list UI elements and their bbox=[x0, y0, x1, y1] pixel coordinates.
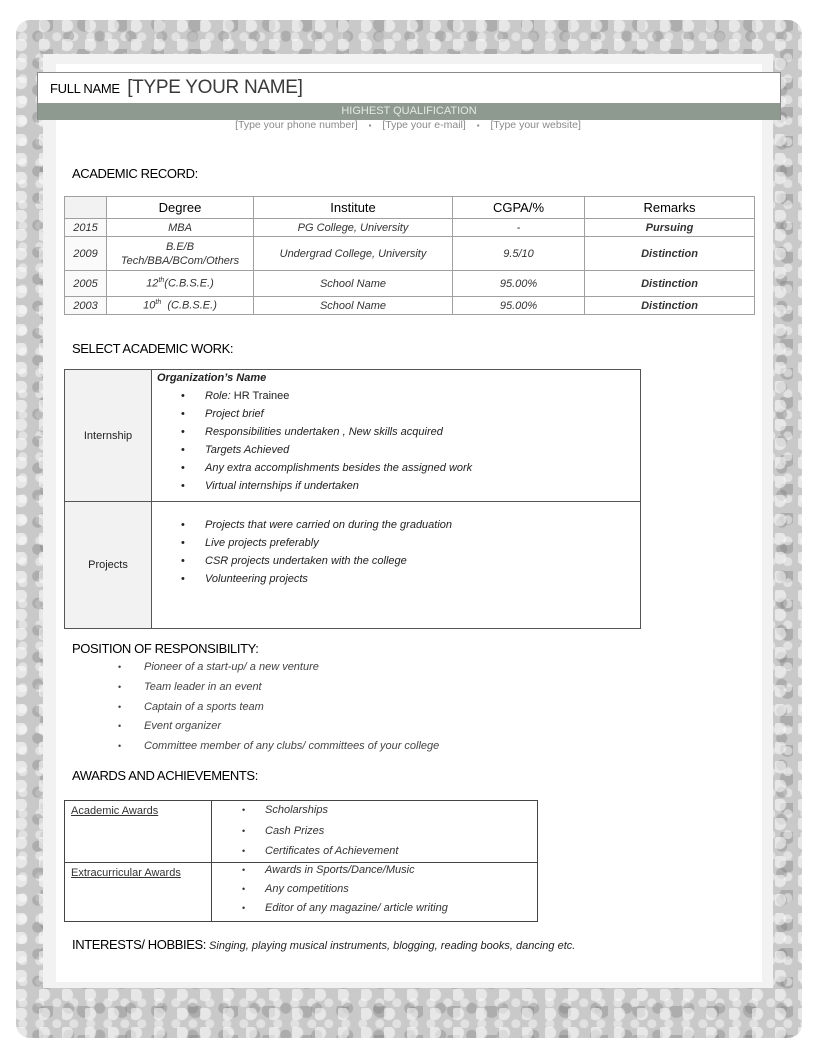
academic-work-title: SELECT ACADEMIC WORK: bbox=[72, 341, 234, 356]
list-item: • Live projects preferably bbox=[152, 534, 640, 552]
list-item: • Virtual internships if undertaken bbox=[152, 477, 640, 495]
column-header-remarks: Remarks bbox=[585, 197, 755, 219]
interests-title: INTERESTS/ HOBBIES: bbox=[72, 937, 206, 952]
column-header-year bbox=[65, 197, 107, 219]
list-item: • Targets Achieved bbox=[152, 441, 640, 459]
name-row bbox=[50, 77, 303, 99]
academic-awards-list bbox=[212, 800, 537, 862]
projects-row bbox=[65, 502, 641, 629]
degree-base: 12 bbox=[146, 277, 159, 290]
table-header-row bbox=[65, 197, 755, 219]
degree-cell bbox=[107, 237, 254, 271]
email-placeholder[interactable]: [Type your e-mail] bbox=[382, 119, 466, 131]
academic-record-table bbox=[64, 196, 755, 315]
awards-title: AWARDS AND ACHIEVEMENTS: bbox=[72, 768, 258, 783]
name-placeholder[interactable]: [TYPE YOUR NAME] bbox=[127, 77, 303, 98]
resume-header bbox=[37, 72, 781, 120]
degree-sup: th bbox=[158, 277, 165, 285]
list-item: • Project brief bbox=[152, 405, 640, 423]
list-item: • Any extra accomplishments besides the assigned work bbox=[152, 459, 640, 477]
list-item: • Projects that were carried on during the graduation bbox=[152, 516, 640, 534]
projects-list bbox=[152, 516, 640, 588]
cgpa-cell: 95.00% bbox=[453, 297, 585, 315]
list-item: • Scholarships bbox=[212, 800, 537, 821]
role-label: Role: bbox=[205, 390, 231, 402]
list-item: • Awards in Sports/Dance/Music bbox=[212, 861, 537, 880]
extracurricular-awards-row bbox=[65, 862, 538, 921]
year-cell: 2005 bbox=[65, 271, 107, 297]
interests-line bbox=[72, 936, 575, 954]
degree-suffix: (C.B.S.E.) bbox=[164, 277, 214, 290]
table-row bbox=[65, 297, 755, 315]
academic-awards-link[interactable]: Academic Awards bbox=[71, 805, 159, 817]
column-header-institute: Institute bbox=[254, 197, 453, 219]
table-row bbox=[65, 271, 755, 297]
table-row bbox=[65, 237, 755, 271]
remarks-cell: Distinction bbox=[585, 237, 755, 271]
degree-base: 10 bbox=[143, 299, 156, 312]
degree-line: Tech/BBA/BCom/Others bbox=[120, 254, 240, 267]
list-item: • Committee member of any clubs/ committees of your college bbox=[118, 737, 439, 757]
contact-separator: ▪ bbox=[368, 120, 372, 130]
qualification-bar[interactable]: HIGHEST QUALIFICATION bbox=[38, 103, 780, 120]
list-item: • CSR projects undertaken with the college bbox=[152, 552, 640, 570]
role-value: HR Trainee bbox=[230, 390, 290, 402]
list-item: • Event organizer bbox=[118, 717, 439, 737]
internship-list bbox=[152, 387, 640, 495]
degree-sup: th bbox=[155, 299, 162, 307]
remarks-cell: Distinction bbox=[585, 297, 755, 315]
list-item: • Captain of a sports team bbox=[118, 698, 439, 718]
institute-cell: School Name bbox=[254, 271, 453, 297]
list-item bbox=[152, 387, 640, 405]
list-item: • Responsibilities undertaken , New skills acquired bbox=[152, 423, 640, 441]
awards-table bbox=[64, 800, 538, 922]
academic-work-table bbox=[64, 369, 641, 629]
projects-label: Projects bbox=[65, 502, 152, 629]
degree-cell bbox=[107, 271, 254, 297]
interests-text: Singing, playing musical instruments, blogging, reading books, dancing etc. bbox=[206, 940, 576, 952]
internship-label: Internship bbox=[65, 370, 152, 502]
degree-line: B.E/B bbox=[165, 240, 195, 253]
list-item: • Cash Prizes bbox=[212, 821, 537, 842]
remarks-cell: Distinction bbox=[585, 271, 755, 297]
year-cell: 2009 bbox=[65, 237, 107, 271]
list-item: • Volunteering projects bbox=[152, 570, 640, 588]
institute-cell: Undergrad College, University bbox=[254, 237, 453, 271]
internship-content bbox=[152, 370, 641, 502]
contact-separator: ▪ bbox=[476, 120, 480, 130]
remarks-cell: Pursuing bbox=[585, 219, 755, 237]
organization-name: Organization’s Name bbox=[157, 372, 267, 384]
extracurricular-awards-label bbox=[65, 862, 212, 921]
list-item: • Team leader in an event bbox=[118, 678, 439, 698]
column-header-degree: Degree bbox=[107, 197, 254, 219]
degree-cell bbox=[107, 297, 254, 315]
responsibility-list bbox=[118, 658, 439, 757]
extracurricular-awards-content bbox=[212, 862, 538, 921]
academic-awards-row bbox=[65, 801, 538, 863]
institute-cell: PG College, University bbox=[254, 219, 453, 237]
year-cell: 2015 bbox=[65, 219, 107, 237]
responsibility-title: POSITION OF RESPONSIBILITY: bbox=[72, 641, 259, 656]
academic-awards-label bbox=[65, 801, 212, 863]
contact-row bbox=[0, 119, 816, 131]
projects-content bbox=[152, 502, 641, 629]
institute-cell: School Name bbox=[254, 297, 453, 315]
degree-suffix: (C.B.S.E.) bbox=[161, 299, 217, 312]
degree-cell: MBA bbox=[107, 219, 254, 237]
list-item: • Certificates of Achievement bbox=[212, 841, 537, 862]
phone-placeholder[interactable]: [Type your phone number] bbox=[235, 119, 358, 131]
year-cell: 2003 bbox=[65, 297, 107, 315]
academic-awards-content bbox=[212, 801, 538, 863]
extracurricular-awards-list bbox=[212, 861, 537, 918]
list-item: • Pioneer of a start-up/ a new venture bbox=[118, 658, 439, 678]
website-placeholder[interactable]: [Type your website] bbox=[490, 119, 581, 131]
full-name-label: FULL NAME bbox=[50, 81, 120, 96]
cgpa-cell: 9.5/10 bbox=[453, 237, 585, 271]
list-item: • Editor of any magazine/ article writing bbox=[212, 899, 537, 918]
cgpa-cell: - bbox=[453, 219, 585, 237]
column-header-cgpa: CGPA/% bbox=[453, 197, 585, 219]
internship-row bbox=[65, 370, 641, 502]
list-item: • Any competitions bbox=[212, 880, 537, 899]
extracurricular-awards-link[interactable]: Extracurricular Awards bbox=[71, 866, 181, 879]
cgpa-cell: 95.00% bbox=[453, 271, 585, 297]
academic-record-title: ACADEMIC RECORD: bbox=[72, 166, 198, 181]
table-row bbox=[65, 219, 755, 237]
